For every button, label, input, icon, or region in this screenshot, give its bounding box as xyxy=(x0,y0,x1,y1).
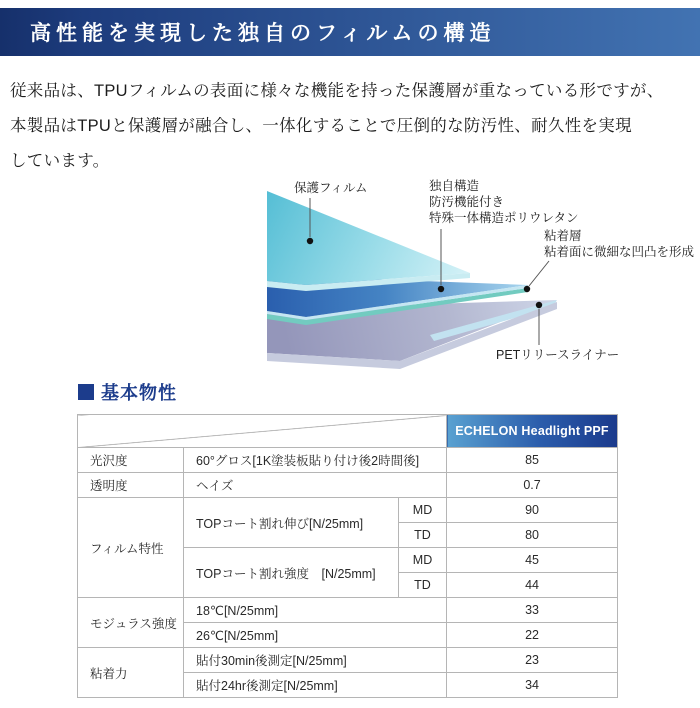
diagonal-blank-cell xyxy=(78,415,447,448)
category-cell: 透明度 xyxy=(78,473,184,498)
category-cell: 光沢度 xyxy=(78,448,184,473)
intro-line-1: 従来品は、TPUフィルムの表面に様々な機能を持った保護層が重なっている形ですが、 xyxy=(10,82,664,100)
label-unique-structure-3: 特殊一体構造ポリウレタン xyxy=(429,211,579,225)
square-bullet-icon xyxy=(78,384,94,400)
direction-cell: TD xyxy=(399,523,447,548)
value-cell: 45 xyxy=(447,548,618,573)
value-cell: 34 xyxy=(447,673,618,698)
layer-diagram-svg xyxy=(200,179,700,372)
label-pet-liner: PETリリースライナー xyxy=(496,348,620,362)
table-row xyxy=(78,648,618,673)
test-cell: 貼付30min後測定[N/25mm] xyxy=(184,648,447,673)
section-title: 基本物性 xyxy=(101,383,177,403)
category-cell: フィルム特性 xyxy=(78,498,184,598)
category-cell: モジュラス強度 xyxy=(78,598,184,648)
adhesive-leader-line xyxy=(529,261,549,286)
label-adhesive-2: 粘着面に微細な凹凸を形成 xyxy=(544,245,695,259)
test-cell: TOPコート割れ強度 [N/25mm] xyxy=(184,548,399,598)
direction-cell: MD xyxy=(399,548,447,573)
intro-line-2: 本製品はTPUと保護層が融合し、一体化することで圧倒的な防汚性、耐久性を実現 xyxy=(10,117,632,135)
intro-paragraph xyxy=(10,74,700,179)
table-row xyxy=(78,448,618,473)
value-cell: 44 xyxy=(447,573,618,598)
table-row xyxy=(78,598,618,623)
test-cell: 18℃[N/25mm] xyxy=(184,598,447,623)
pet-dot xyxy=(536,302,542,308)
label-adhesive-1: 粘着層 xyxy=(544,229,582,243)
basic-properties-table xyxy=(77,414,618,698)
table-row xyxy=(78,473,618,498)
table-header-row xyxy=(78,415,618,448)
protective-film-dot xyxy=(307,238,313,244)
test-cell: ヘイズ xyxy=(184,473,447,498)
label-unique-structure-1: 独自構造 xyxy=(429,179,480,193)
direction-cell: TD xyxy=(399,573,447,598)
film-structure-diagram xyxy=(0,179,700,372)
product-column-header: ECHELON Headlight PPF xyxy=(447,415,618,448)
category-cell: 粘着力 xyxy=(78,648,184,698)
value-cell: 90 xyxy=(447,498,618,523)
test-cell: 貼付24hr後測定[N/25mm] xyxy=(184,673,447,698)
test-cell: 26℃[N/25mm] xyxy=(184,623,447,648)
intro-line-3: しています。 xyxy=(10,152,110,170)
test-cell: 60°グロス[1K塗装板貼り付け後2時間後] xyxy=(184,448,447,473)
value-cell: 23 xyxy=(447,648,618,673)
value-cell: 33 xyxy=(447,598,618,623)
value-cell: 22 xyxy=(447,623,618,648)
adhesive-dot xyxy=(524,286,530,292)
label-unique-structure-2: 防汚機能付き xyxy=(429,195,505,209)
test-cell: TOPコート割れ伸び[N/25mm] xyxy=(184,498,399,548)
value-cell: 85 xyxy=(447,448,618,473)
title-banner xyxy=(0,8,700,56)
table-row xyxy=(78,498,618,523)
value-cell: 80 xyxy=(447,523,618,548)
value-cell: 0.7 xyxy=(447,473,618,498)
label-protective-film: 保護フィルム xyxy=(294,181,368,195)
page-title: 高性能を実現した独自のフィルムの構造 xyxy=(30,21,496,45)
section-heading xyxy=(78,379,700,405)
unique-structure-dot xyxy=(438,286,444,292)
direction-cell: MD xyxy=(399,498,447,523)
